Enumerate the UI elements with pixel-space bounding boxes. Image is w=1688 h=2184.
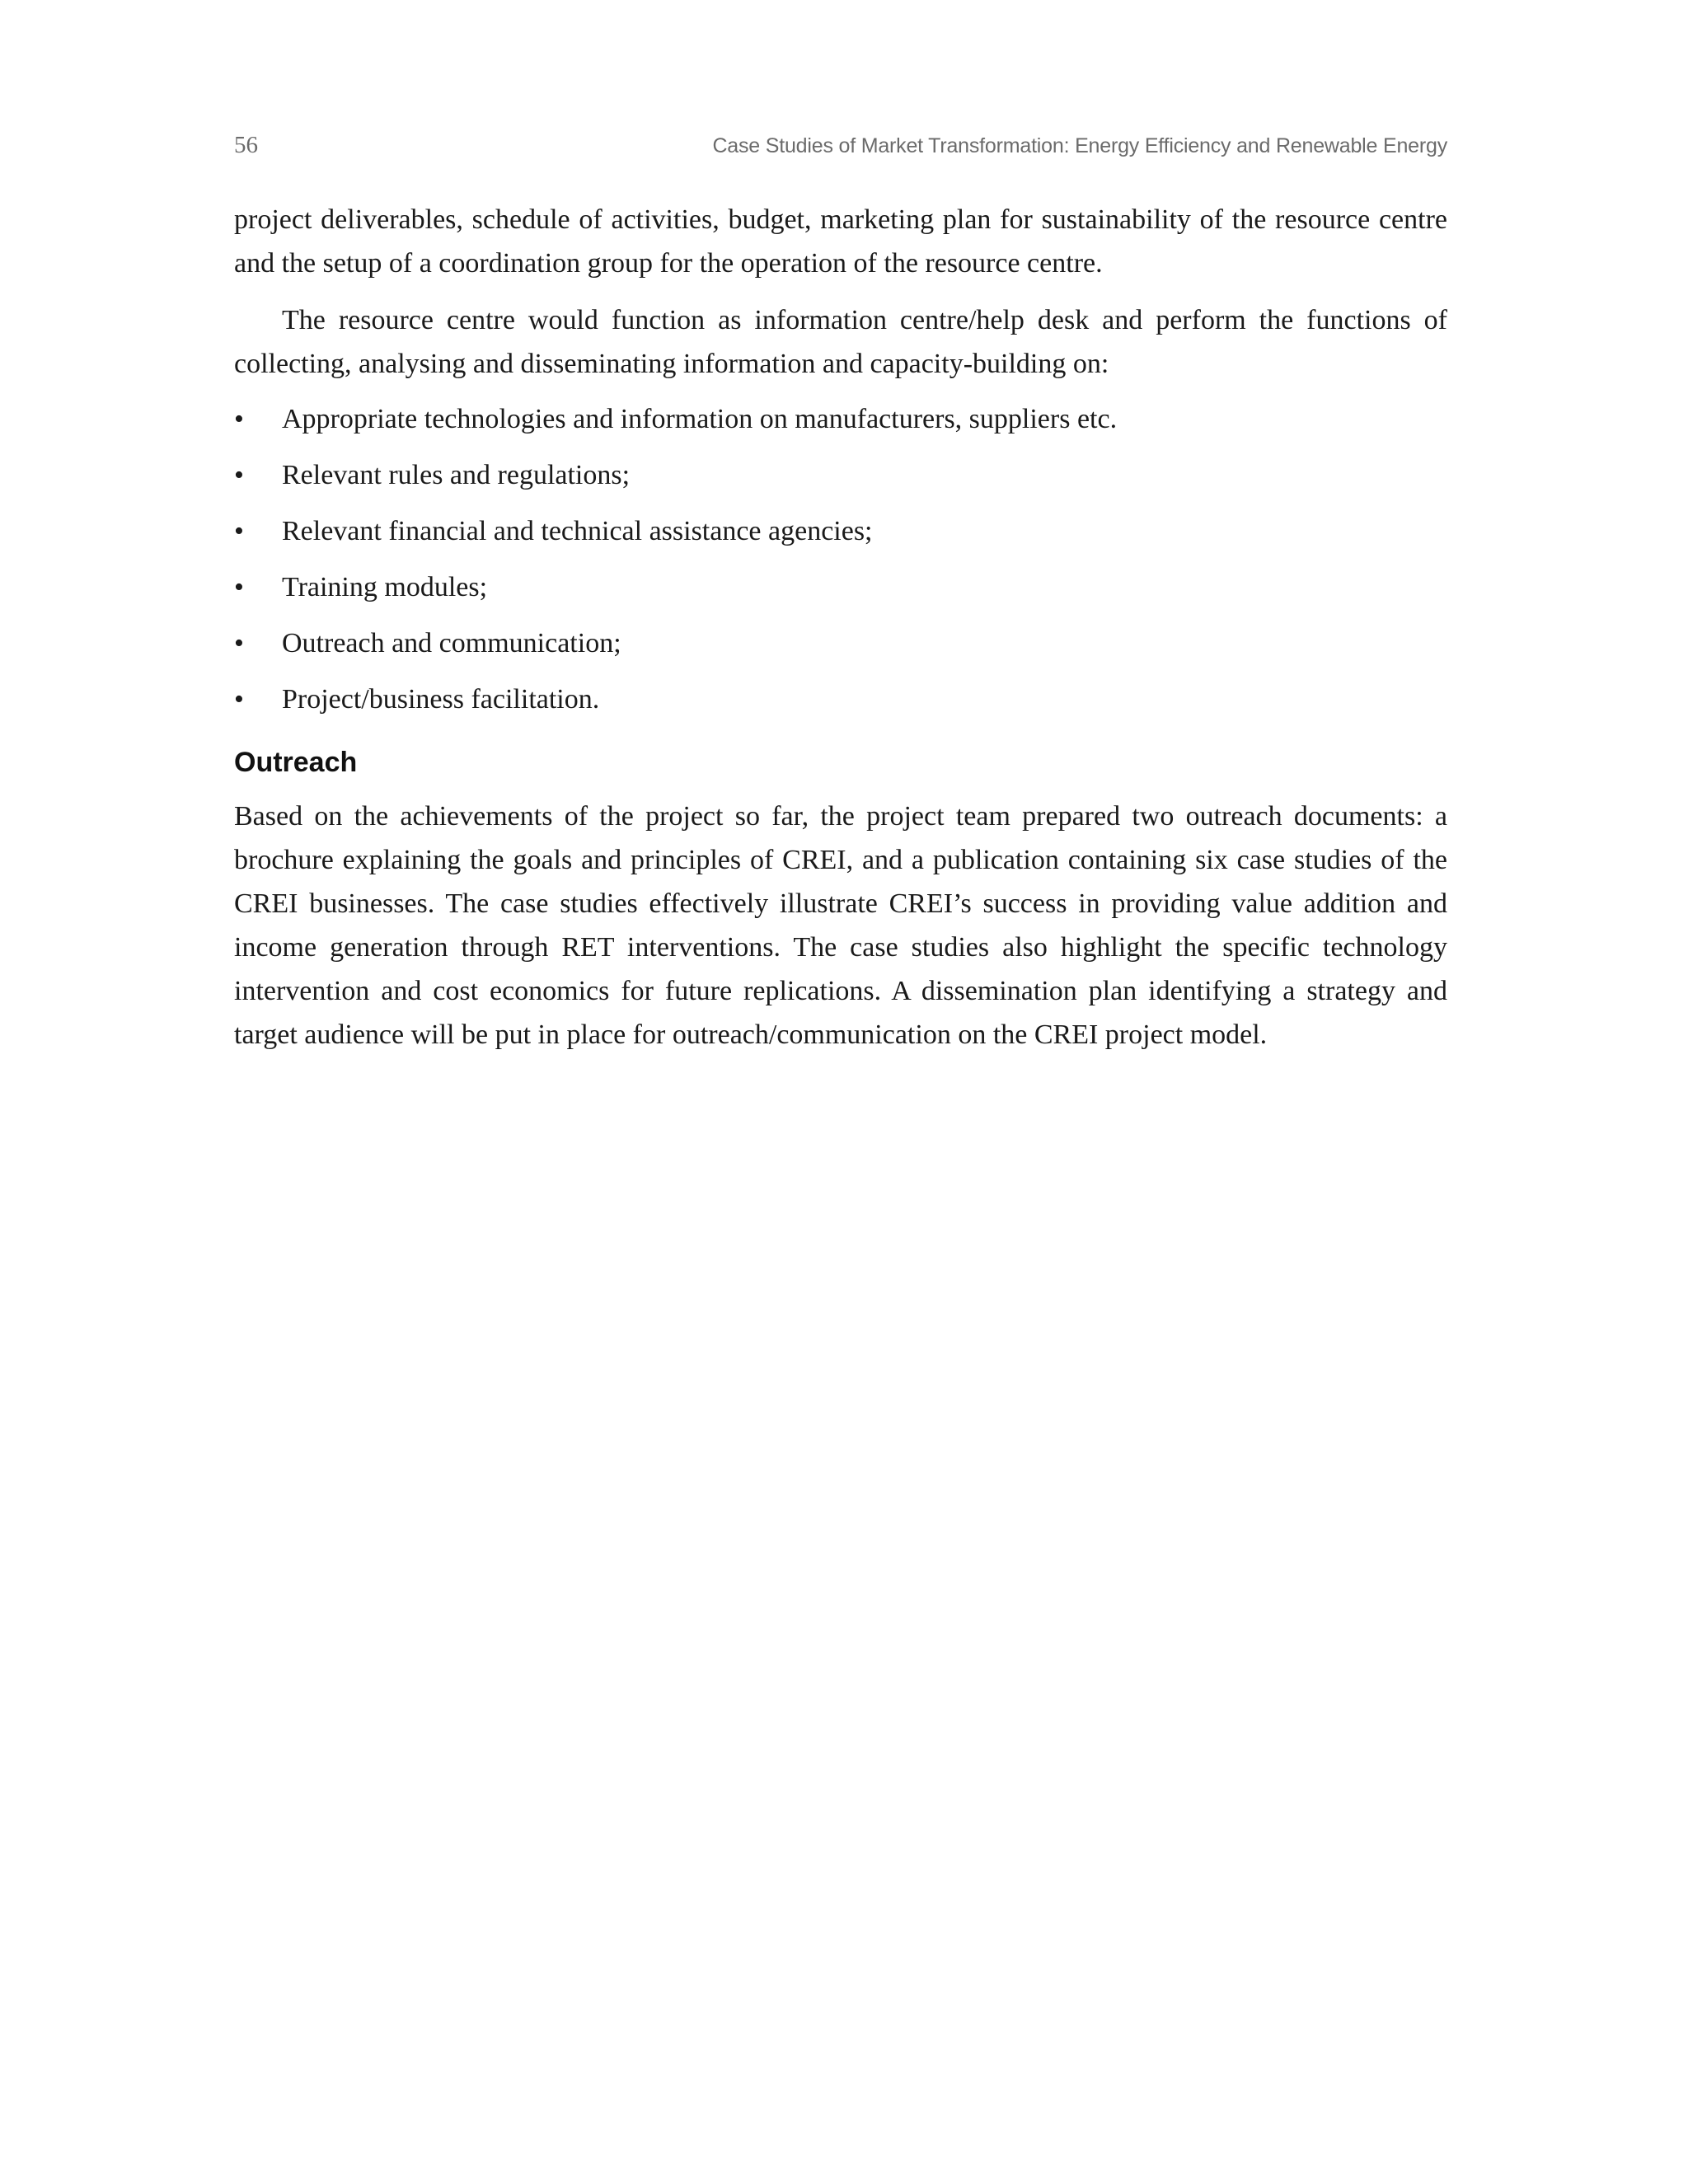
section-heading-outreach: Outreach [234,747,358,778]
bullet-icon: • [234,404,244,434]
bullet-icon: • [234,572,244,602]
running-header [234,132,1447,159]
list-item [234,509,1447,553]
body-text [234,198,1447,1057]
list-item [234,677,1447,721]
list-item [234,453,1447,497]
list-item-text: Relevant rules and regulations; [282,460,631,490]
paragraph-outreach: Based on the achievements of the project so far, the project team prepared two outreach documents: a brochure explaining the goals and principles of CREI, and a publication containing six case studies of the CREI businesses. The case studies effectively illustrate CREI’s success in providing value addition and income generation through RET interventions. The case studies also highlight the specific technology intervention and cost economics for future replications. A dissemination plan identifying a strategy and target audience will be put in place for outreach/communication on the CREI project model. [234,801,1447,1050]
list-item-text: Appropriate technologies and information on manufacturers, suppliers etc. [282,404,1118,434]
bullet-icon: • [234,460,244,490]
list-item-text: Outreach and communication; [282,628,621,658]
list-item [234,397,1447,441]
list-item [234,565,1447,609]
page-number: 56 [234,132,258,158]
list-item-text: Training modules; [282,572,488,602]
list-item [234,621,1447,665]
function-list [234,397,1447,721]
bullet-icon: • [234,684,244,715]
list-item-text: Project/business facilitation. [282,684,600,715]
paragraph-resource-centre: The resource centre would function as information centre/help desk and perform the functions of collecting, analysing and disseminating information and capacity-building on: [234,305,1447,379]
list-item-text: Relevant financial and technical assistance agencies; [282,516,873,546]
paragraph-continued: project deliverables, schedule of activities, budget, marketing plan for sustainability of the resource centre and the setup of a coordination group for the operation of the resource centre. [234,204,1447,279]
bullet-icon: • [234,628,244,658]
running-title: Case Studies of Market Transformation: Energy Efficiency and Renewable Energy [712,134,1447,157]
bullet-icon: • [234,516,244,546]
